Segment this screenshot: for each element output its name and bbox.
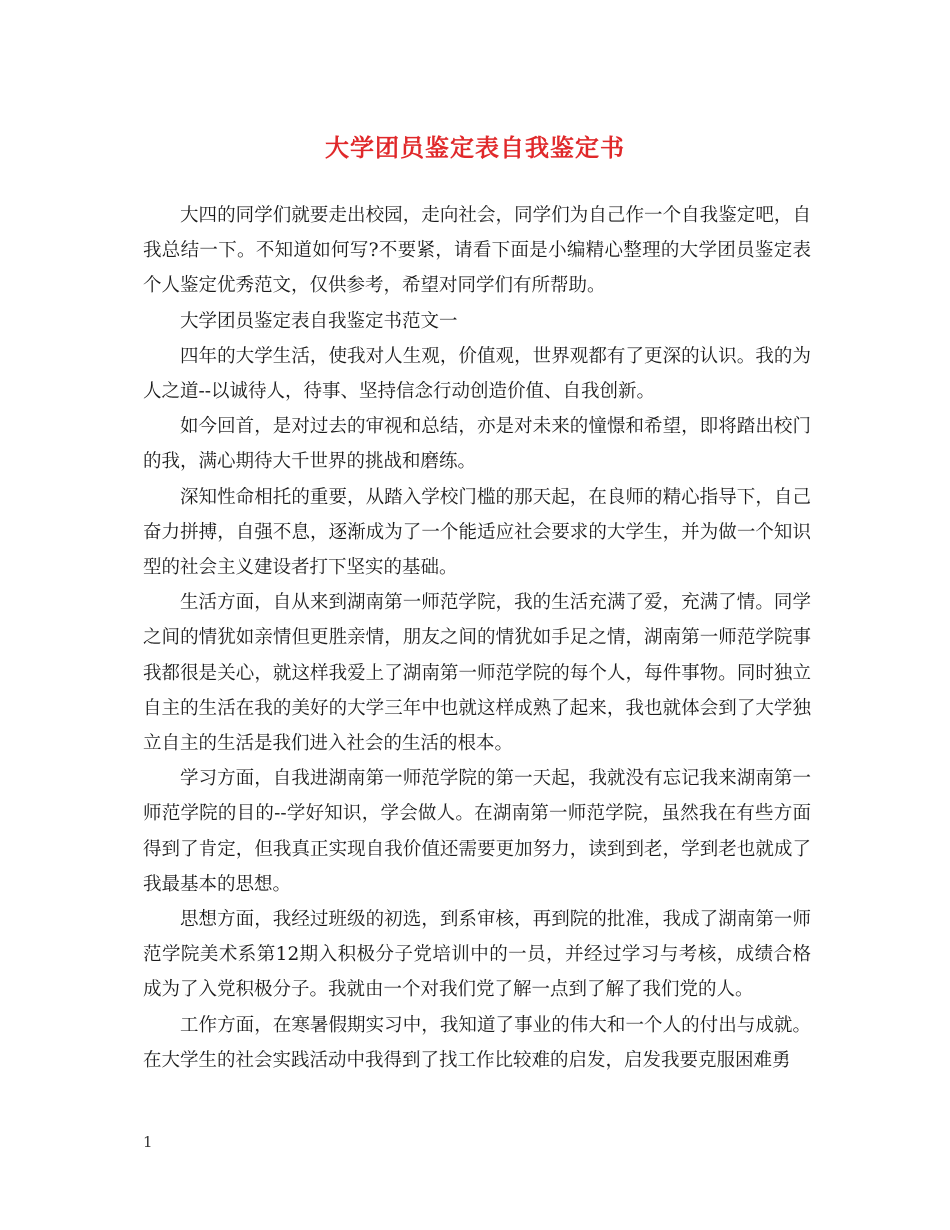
paragraph-work: 工作方面，在寒暑假期实习中，我知道了事业的伟大和一个人的付出与成就。在大学生的社会实践活动中我得到了找工作比较难的启发，启发我要克服困难勇 — [143, 1014, 811, 1071]
paragraph-thought: 思想方面，我经过班级的初选，到系审核，再到院的批准，我成了湖南第一师范学院美术系第12期入积极分子党培训中的一员，并经过学习与考核，成绩合格成为了入党积极分子。我就由一个对我们党了解一点到了解了我们党的人。 — [143, 909, 811, 1001]
paragraph-study: 学习方面，自我进湖南第一师范学院的第一天起，我就没有忘记我来湖南第一师范学院的目的--学好知识，学会做人。在湖南第一师范学院，虽然我在有些方面得到了肯定，但我真正实现自我价值还需要更加努力，读到到老，学到老也就成了我最基本的思想。 — [143, 768, 811, 895]
paragraph-outlook: 四年的大学生活，使我对人生观，价值观，世界观都有了更深的认识。我的为人之道--以诚待人，待事、坚持信念行动创造价值、自我创新。 — [143, 345, 811, 403]
paragraph-subheading: 大学团员鉴定表自我鉴定书范文一 — [180, 310, 458, 332]
paragraph-growth: 深知性命相托的重要，从踏入学校门槛的那天起，在良师的精心指导下，自己奋力拼搏，自强不息，逐渐成为了一个能适应社会要求的大学生，并为做一个知识型的社会主义建设者打下坚实的基础。 — [143, 486, 811, 579]
paragraph-reflection: 如今回首，是对过去的审视和总结，亦是对未来的憧憬和希望，即将踏出校门的我，满心期待大千世界的挑战和磨练。 — [143, 416, 811, 473]
document-title: 大学团员鉴定表自我鉴定书 — [325, 133, 625, 162]
page-number: 1 — [143, 1133, 153, 1151]
paragraph-intro: 大四的同学们就要走出校园，走向社会，同学们为自己作一个自我鉴定吧，自我总结一下。不知道如何写?不要紧，请看下面是小编精心整理的大学团员鉴定表个人鉴定优秀范文，仅供参考，希望对同学们有所帮助。 — [143, 205, 811, 297]
paragraph-life: 生活方面，自从来到湖南第一师范学院，我的生活充满了爱，充满了情。同学之间的情犹如亲情但更胜亲情，朋友之间的情犹如手足之情，湖南第一师范学院事我都很是关心，就这样我爱上了湖南第一师范学院的每个人，每件事物。同时独立自主的生活在我的美好的大学三年中也就这样成熟了起来，我也就体会到了大学独立自主的生活是我们进入社会的生活的根本。 — [143, 592, 811, 755]
document-body — [143, 198, 811, 1078]
